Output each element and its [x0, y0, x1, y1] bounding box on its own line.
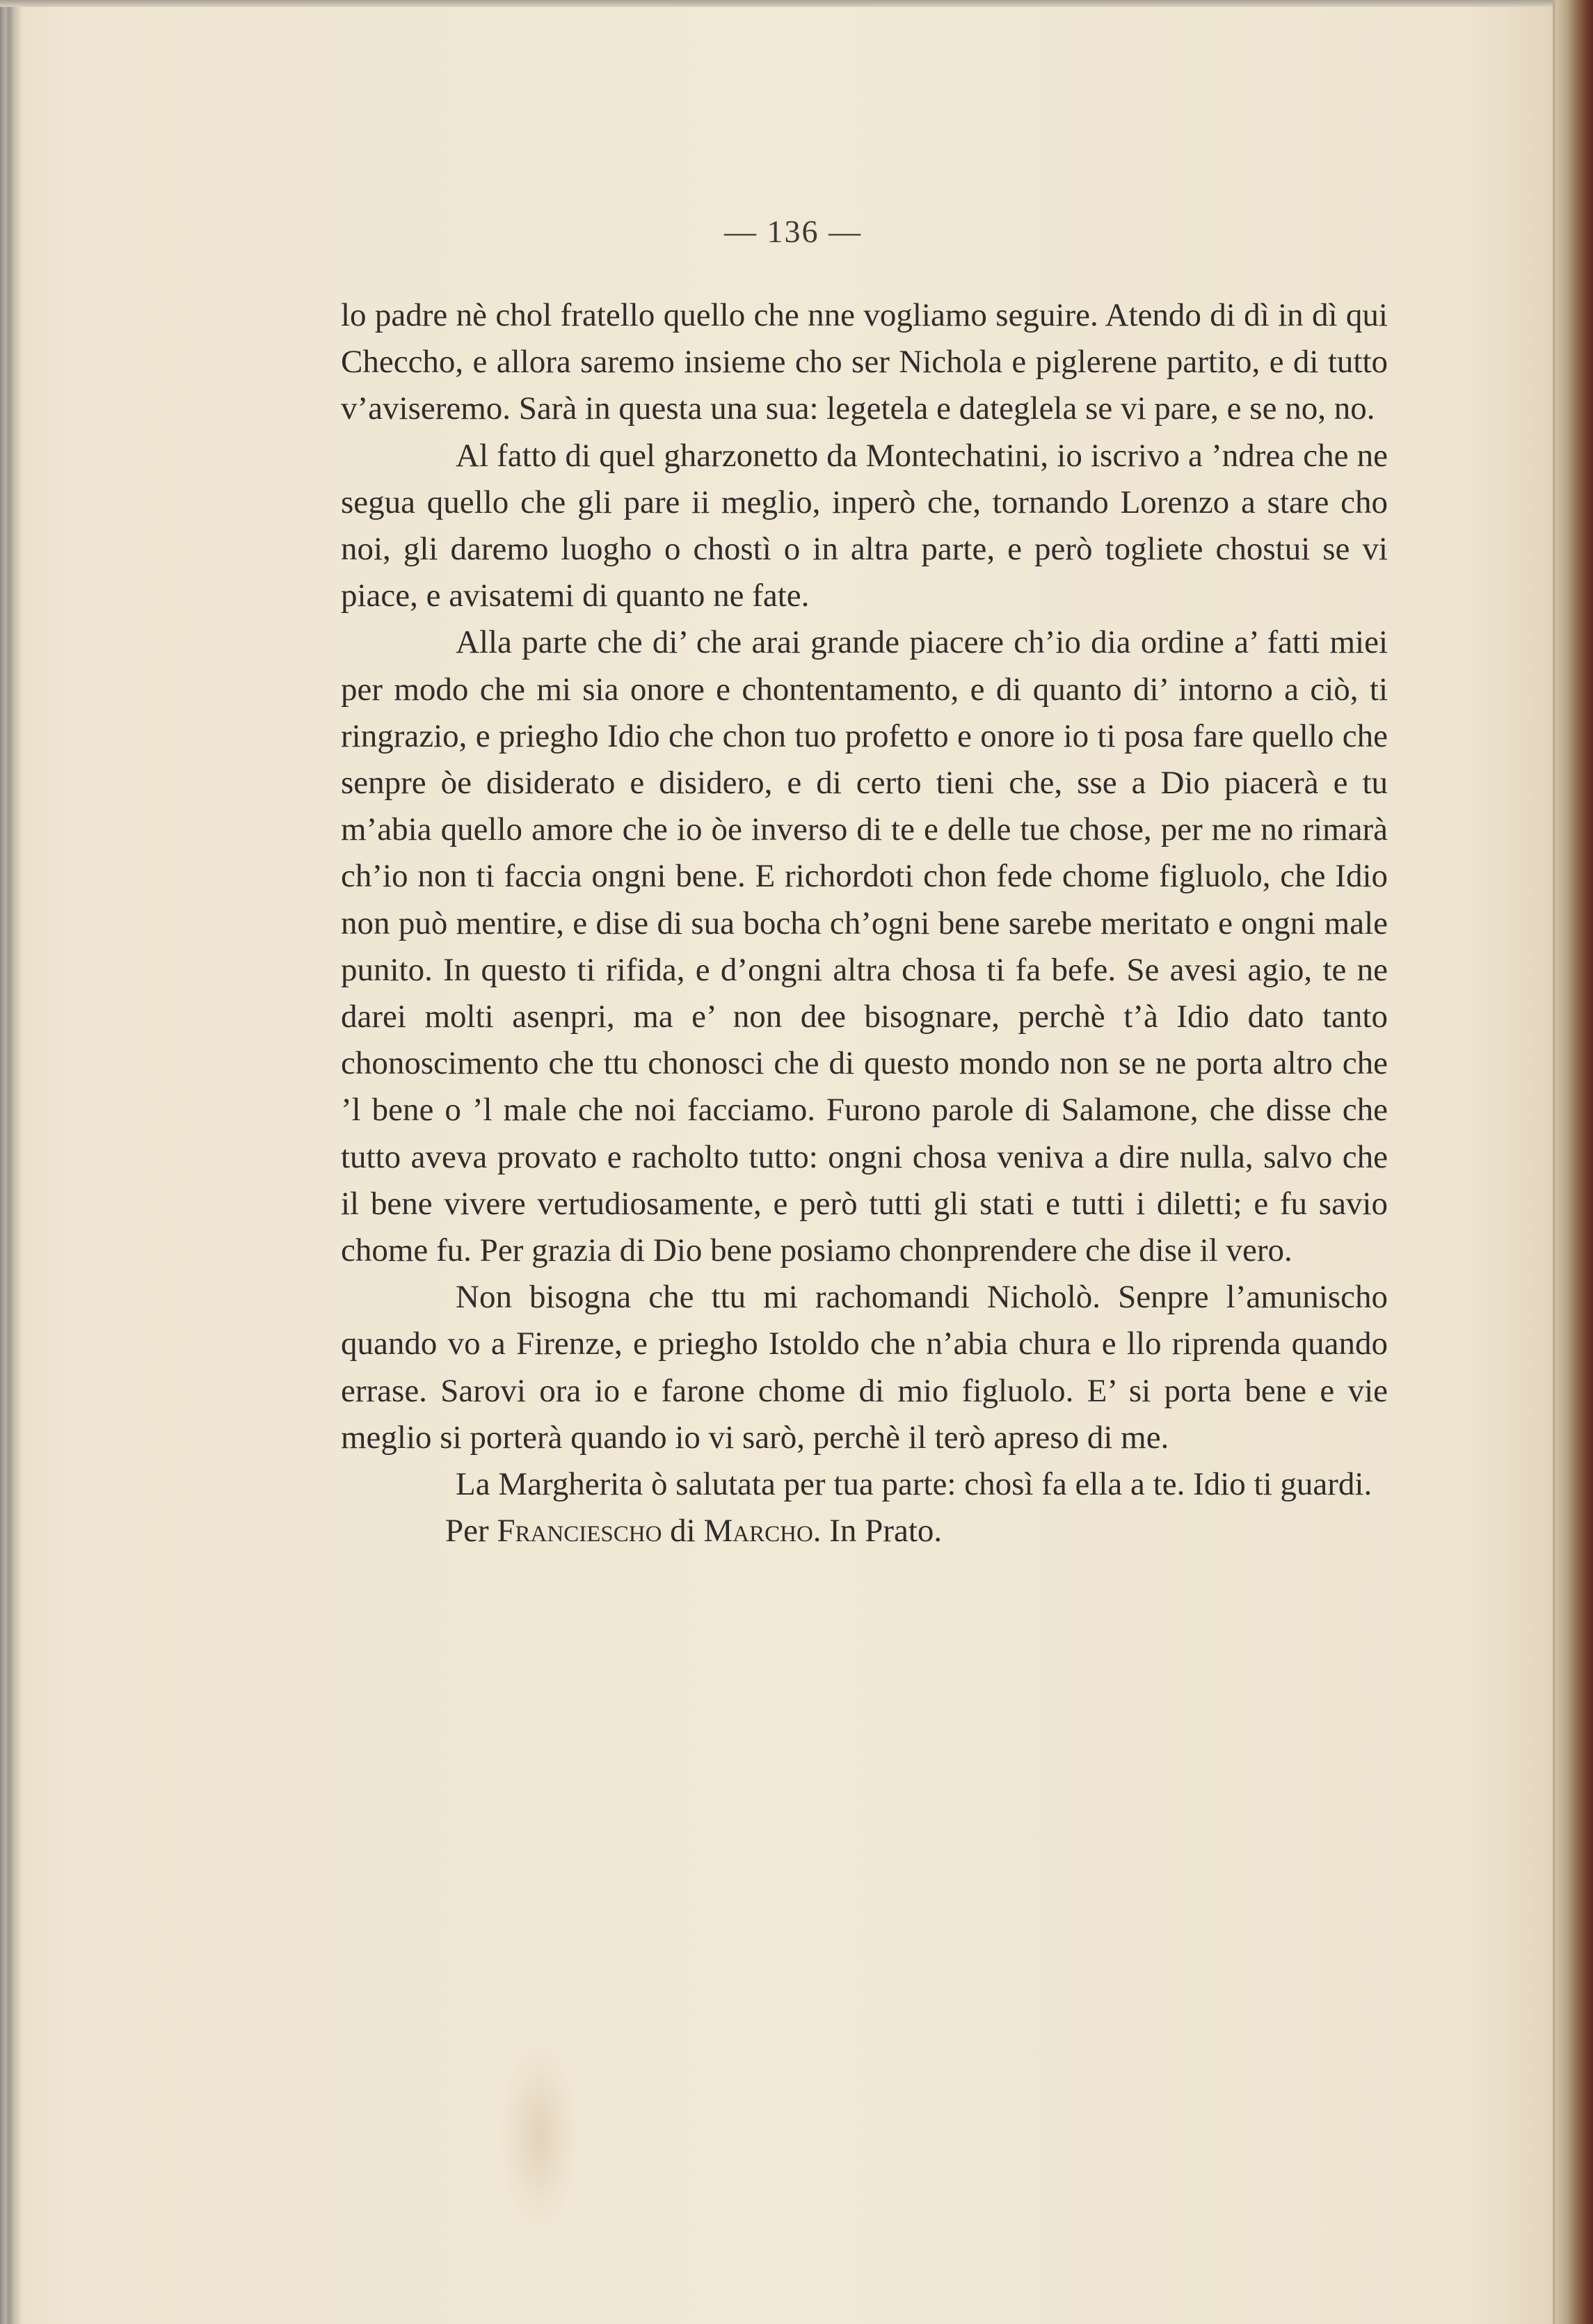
- signature-prefix: Per: [445, 1513, 489, 1550]
- signature-family: Marcho: [703, 1513, 813, 1550]
- paragraph-5: La Margherita ò salutata per tua parte: chosì fa ella a te. Idio ti guardi.: [456, 1466, 1372, 1503]
- paragraph-1: lo padre nè chol fratello quello che nne vogliamo seguire. Atendo di dì in dì qui Checcho, e allora saremo insieme cho ser Nichola e piglerene partito, e di tutto v’aviseremo. Sarà in questa una sua: legetela e dateglela se vi pare, e se no, no.: [341, 297, 1388, 427]
- paragraph-3: Alla parte che di’ che arai grande piacere ch’io dia ordine a’ fatti miei per modo che mi sia onore e chontentamento, e di quanto di’ intorno a ciò, ti ringrazio, e priegho Idio che chon tuo profetto e onore io ti posa fare quello che senpre òe disiderato e disidero, e di certo tieni che, sse a Dio piacerà e tu m’abia quello amore che io òe inverso di te e delle tue chose, per me no rimarà ch’io non ti faccia ongni bene. E richordoti chon fede chome figluolo, che Idio non può mentire, e dise di sua bocha ch’ogni bene sarebe meritato e ongni male punito. In questo ti rifida, e d’ongni altra chosa ti fa befe. Se avesi agio, te ne darei molti asenpri, ma e’ non dee bisognare, perchè t’à Idio dato tanto chonoscimento che ttu chonosci che di questo mondo non se ne porta altro che ’l bene o ’l male che noi facciamo. Furono parole di Salamone, che disse che tutto aveva provato e racholto tutto: ongni chosa veniva a dire nulla, salvo che il bene vivere vertudiosamente, e però tutti gli stati e tutti i diletti; e fu savio chome fu. Per grazia di Dio bene posiamo chonprendere che dise il vero.: [341, 624, 1388, 1269]
- paragraph-2: Al fatto di quel gharzonetto da Montechatini, io iscrivo a ’ndrea che ne segua quello che gli pare ii meglio, inperò che, tornando Lorenzo a stare cho noi, gli daremo luogho o chostì o in altra parte, e però togliete chostui se vi piace, e avisatemi di quanto ne fate.: [341, 437, 1388, 614]
- binding-edge: [0, 0, 21, 2324]
- cover-edge: [1555, 0, 1593, 2324]
- signature-place: . In Prato.: [812, 1513, 943, 1550]
- signature-sender: Franciescho: [497, 1513, 662, 1550]
- top-edge: [0, 0, 1593, 7]
- paragraph-4: Non bisogna che ttu mi rachomandi Nicholò. Senpre l’amunischo quando vo a Firenze, e priegho Istoldo che n’abia chura e llo riprenda quando errase. Sarovi ora io e farone chome di mio figluolo. E’ si porta bene e vie meglio si porterà quando io vi sarò, perchè il terò apreso di me.: [341, 1279, 1388, 1456]
- signature-line: [341, 1508, 1388, 1554]
- page-number: — 136 —: [724, 214, 862, 249]
- signature-middle: di: [670, 1513, 696, 1550]
- letter-text: [341, 292, 1388, 1554]
- paper-stain: [501, 2046, 577, 2227]
